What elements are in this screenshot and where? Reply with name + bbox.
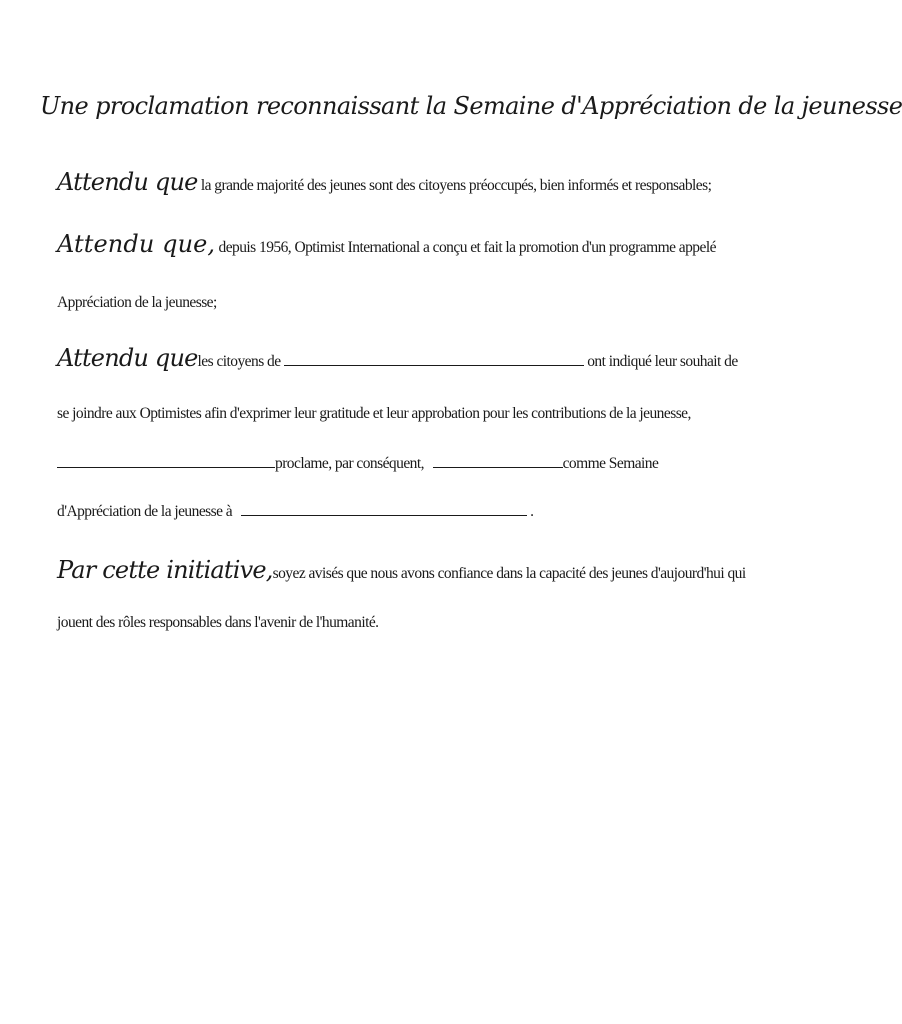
paragraph-4-text: soyez avisés que nous avons confiance dans la capacité des jeunes d'aujourd'hui qui xyxy=(272,565,746,582)
paragraph-3-line-4-end: . xyxy=(530,503,534,520)
city-name-blank[interactable] xyxy=(284,353,584,366)
paragraph-1 xyxy=(57,168,717,196)
proclaimer-name-blank[interactable] xyxy=(57,455,275,468)
paragraph-3-line-3-end: comme Semaine xyxy=(562,455,659,472)
paragraph-3-line-4-start: d'Appréciation de la jeunesse à xyxy=(57,503,233,520)
paragraph-2-continuation: Appréciation de la jeunesse; xyxy=(57,294,217,311)
paragraph-3-line-2: se joindre aux Optimistes afin d'exprimer leur gratitude et leur approbation pour les contributions de la jeunesse, xyxy=(57,405,691,422)
paragraph-4-lead: Par cette initiative, xyxy=(57,556,273,584)
paragraph-3-line-3 xyxy=(57,455,717,473)
paragraph-3 xyxy=(57,344,738,372)
paragraph-2-text: depuis 1956, Optimist International a conçu et fait la promotion d'un programme appelé xyxy=(218,239,716,256)
paragraph-2 xyxy=(57,230,717,258)
document-title: Une proclamation reconnaissant la Semaine d'Appréciation de la jeunesse xyxy=(40,92,902,120)
paragraph-1-lead: Attendu que xyxy=(57,168,198,196)
paragraph-4-continuation: jouent des rôles responsables dans l'avenir de l'humanité. xyxy=(57,614,379,631)
paragraph-3-text-before: les citoyens de xyxy=(197,353,281,370)
paragraph-3-line-3-middle: proclame, par conséquent, xyxy=(275,455,424,472)
paragraph-3-line-4 xyxy=(57,503,717,521)
paragraph-4 xyxy=(57,556,746,584)
paragraph-3-lead: Attendu que xyxy=(57,344,198,372)
paragraph-2-lead: Attendu que, xyxy=(57,230,216,258)
paragraph-3-text-after: ont indiqué leur souhait de xyxy=(587,353,738,370)
period-blank[interactable] xyxy=(433,455,563,468)
location-blank[interactable] xyxy=(241,503,527,516)
paragraph-1-text: la grande majorité des jeunes sont des citoyens préoccupés, bien informés et responsables; xyxy=(200,177,712,194)
